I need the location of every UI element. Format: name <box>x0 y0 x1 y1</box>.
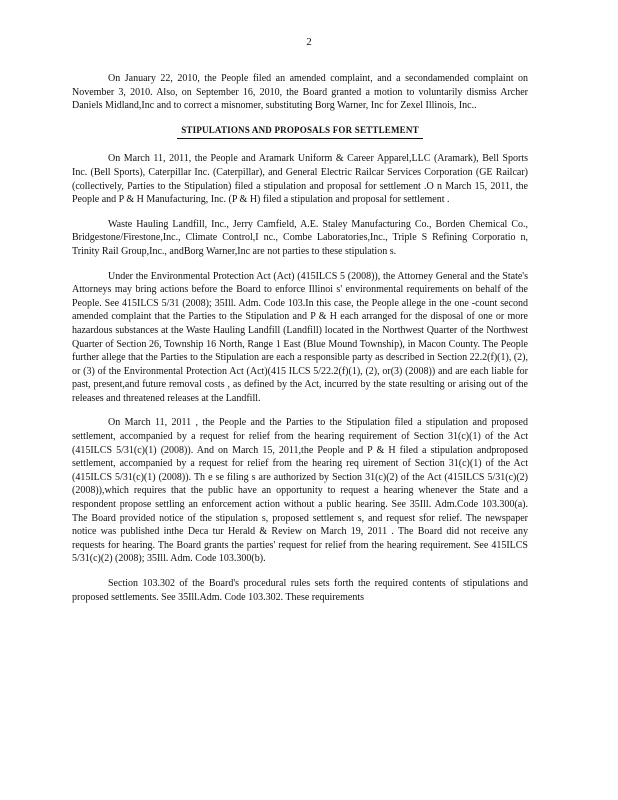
section-heading-text: STIPULATIONS AND PROPOSALS FOR SETTLEMENT <box>177 124 423 140</box>
paragraph-hearing-relief: On March 11, 2011 , the People and the Parties to the Stipulation filed a stipulation and proposed settlement, accompanied by a request for relief from the hearing requirement of Section 31(c)(1) of the Act (415ILCS 5/31(c)(1) (2008)). And on March 15, 2011,the People and P & H filed a stipulation andproposed settlement, accompanied by a request for relief from the hearing req uirement of Section 31(c)(1) of the Act (415ILCS 5/31(c)(1) (2008)). Th e se filing s are authorized by Section 31(c)(2) of the Act (415ILCS 5/31(c)(2) (2008)),which requires that the public have an opportunity to request a hearing whenever the State and a respondent propose settling an enforcement action without a public hearing. See 35Ill. Adm.Code 103.300(a). The Board provided notice of the stipulation s, proposed settlement s, and request sfor relief. The newspaper notice was published inthe Deca tur Herald & Review on March 19, 2011 . The Board did not receive any requests for hearing. The Board grants the parties' request for relief from the hearing requirement. See 415ILCS 5/31(c)(2) (2008); 35Ill. Adm. Code 103.300(b). <box>72 417 528 565</box>
paragraph-procedural-rules: Section 103.302 of the Board's procedural rules sets forth the required contents of stipulations and proposed settlements. See 35Ill.Adm. Code 103.302. These requirements <box>72 578 528 603</box>
page-number: 2 <box>306 36 312 48</box>
section-heading <box>72 124 528 140</box>
paragraph-stipulation-filings: On March 11, 2011, the People and Aramark Uniform & Career Apparel,LLC (Aramark), Bell Sports Inc. (Bell Sports), Caterpillar Inc. (Caterpillar), and General Electric Railcar Services Corporation (GE Railcar) (collectively, Parties to the Stipulation) filed a stipulation and proposal for settlement .O n March 15, 2011, the People and P & H Manufacturing, Inc. (P & H) filed a stipulation and proposal for settlement . <box>72 153 528 206</box>
paragraph-allegations: Under the Environmental Protection Act (Act) (415ILCS 5 (2008)), the Attorney General and the State's Attorneys may bring actions before the Board to enforce Illinoi s' environmental requirements on behalf of the People. See 415ILCS 5/31 (2008); 35Ill. Adm. Code 103.In this case, the People allege in the one -count second amended complaint that the Parties to the Stipulation and P & H each arranged for the disposal of one or more hazardous substances at the Waste Hauling Landfill (Landfill) located in the Northwest Quarter of the Northwest Quarter of Section 26, Township 16 North, Range 1 East (Blue Mound Township), in Macon County. The People further allege that the Parties to the Stipulation are each a responsible party as described in Section 22.2(f)(1), (2), or (3) of the Environmental Protection Act (Act)(415 ILCS 5/22.2(f)(1), (2), or(3) (2008)) and are each liable for past, present,and future removal costs , as defined by the Act, incurred by the state resulting or arising out of the releases and threatened releases at the Landfill. <box>72 270 528 404</box>
paragraph-procedural-history: On January 22, 2010, the People filed an amended complaint, and a secondamended complaint on November 3, 2010. Also, on September 16, 2010, the Board granted a motion to voluntarily dismiss Archer Daniels Midland,Inc and to correct a misnomer, substituting Borg Warner, Inc for Zexel Illinois, Inc.. <box>72 73 528 112</box>
paragraph-non-parties: Waste Hauling Landfill, Inc., Jerry Camfield, A.E. Staley Manufacturing Co., Borden Chemical Co., Bridgestone/Firestone,Inc., Climate Control,I nc., Combe Laboratories,Inc., Triple S Refining Corporatio n, Trinity Rail Group,Inc., andBorg Warner,Inc are not parties to these stipulation s. <box>72 218 528 257</box>
document-body <box>72 72 528 615</box>
